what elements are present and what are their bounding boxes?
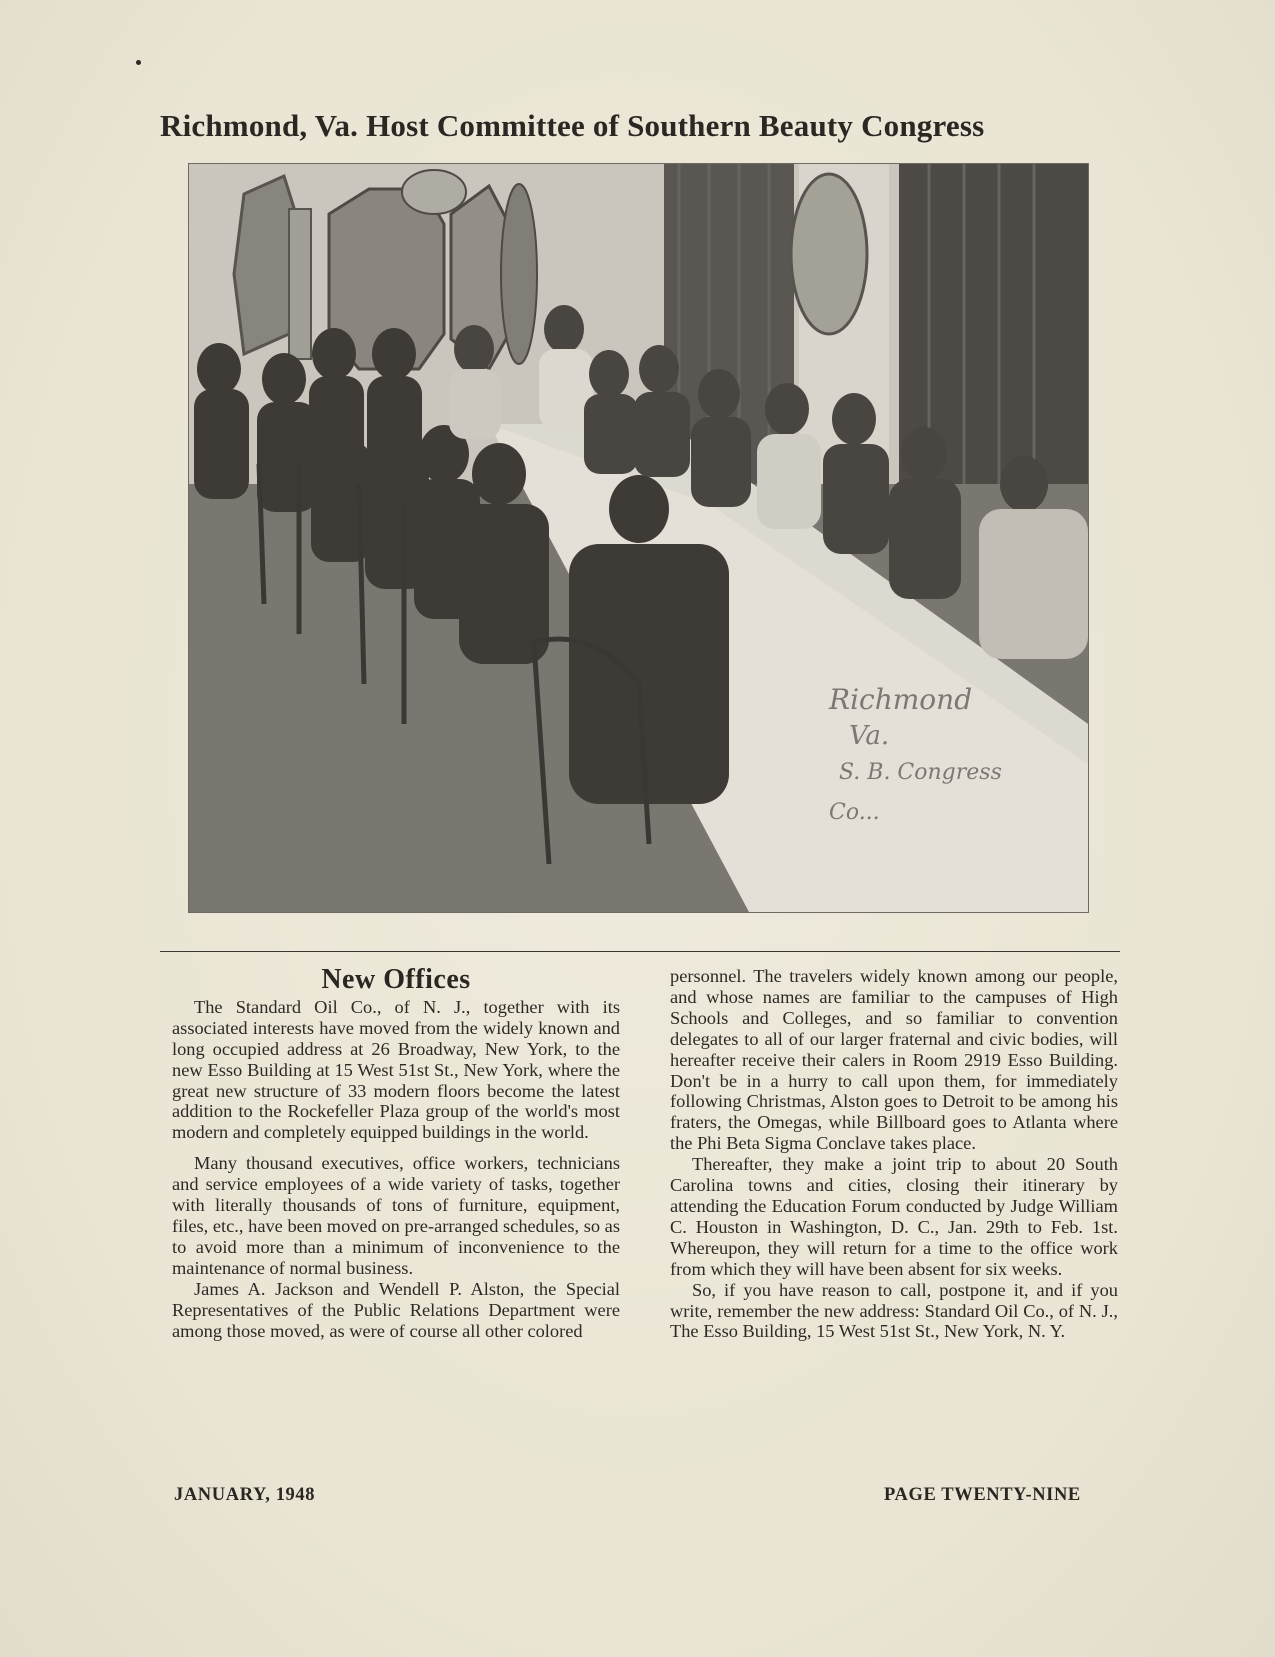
article-column-left bbox=[172, 958, 620, 1341]
issue-date: JANUARY, 1948 bbox=[174, 1485, 316, 1505]
article-title: New Offices bbox=[321, 964, 471, 995]
page-headline: Richmond, Va. Host Committee of Southern Beauty Congress bbox=[160, 108, 985, 143]
section-divider bbox=[160, 951, 1120, 952]
photo-handwriting-line: Va. bbox=[849, 721, 890, 751]
photo-handwriting-line: Co... bbox=[829, 800, 880, 825]
article-paragraph: The Standard Oil Co., of N. J., together with its associated interests have moved from the widely known and long occupied address at 26 Broadway, New York, to the new Esso Building at 15 West 51st St., New York, where the great new structure of 33 modern floors become the latest addition to the Rockefeller Plaza group of the world's most modern and completely equipped buildings in the world. bbox=[172, 996, 620, 1143]
article-paragraph: James A. Jackson and Wendell P. Alston, the Special Representatives of the Public Relations Department were among those moved, as were of course all other colored bbox=[172, 1278, 620, 1341]
page-number: PAGE TWENTY-NINE bbox=[884, 1485, 1081, 1505]
article-paragraph: personnel. The travelers widely known among our people, and whose names are familiar to the campuses of High Schools and Colleges, and so familiar to convention delegates to all of our larger fraternal and civic bodies, will hereafter receive their calers in Room 2919 Esso Building. Don't be in a hurry to call upon them, for immediately following Christmas, Alston goes to Detroit to be among his fraters, the Omegas, while Billboard goes to Atlanta where the Phi Beta Sigma Conclave takes place. bbox=[670, 966, 1118, 1154]
photo-handwriting-line: S. B. Congress bbox=[839, 760, 1002, 785]
article-paragraph: Thereafter, they make a joint trip to about 20 South Carolina towns and cities, closing their itinerary by attending the Education Forum conducted by Judge William C. Houston in Washington, D. C., Jan. 29th to Feb. 1st. Whereupon, they will return for a time to the office work from which they will have been absent for six weeks. bbox=[670, 1154, 1118, 1279]
photo-handwriting-line: Richmond bbox=[829, 683, 973, 716]
photo-illustration bbox=[189, 164, 1088, 912]
article-paragraph: So, if you have reason to call, postpone it, and if you write, remember the new address: Standard Oil Co., of N. J., The Esso Building, 15 West 51st St., New York, N. Y. bbox=[670, 1279, 1118, 1342]
article-paragraph: Many thousand executives, office workers, technicians and service employees of a wide variety of tasks, together with literally thousands of tons of furniture, equipment, files, etc., have been moved on pre-arranged schedules, so as to avoid more than a minimum of inconvenience to the maintenance of normal business. bbox=[172, 1153, 620, 1278]
article-column-right bbox=[670, 966, 1118, 1342]
group-photograph bbox=[188, 163, 1089, 913]
print-speck bbox=[136, 60, 141, 65]
